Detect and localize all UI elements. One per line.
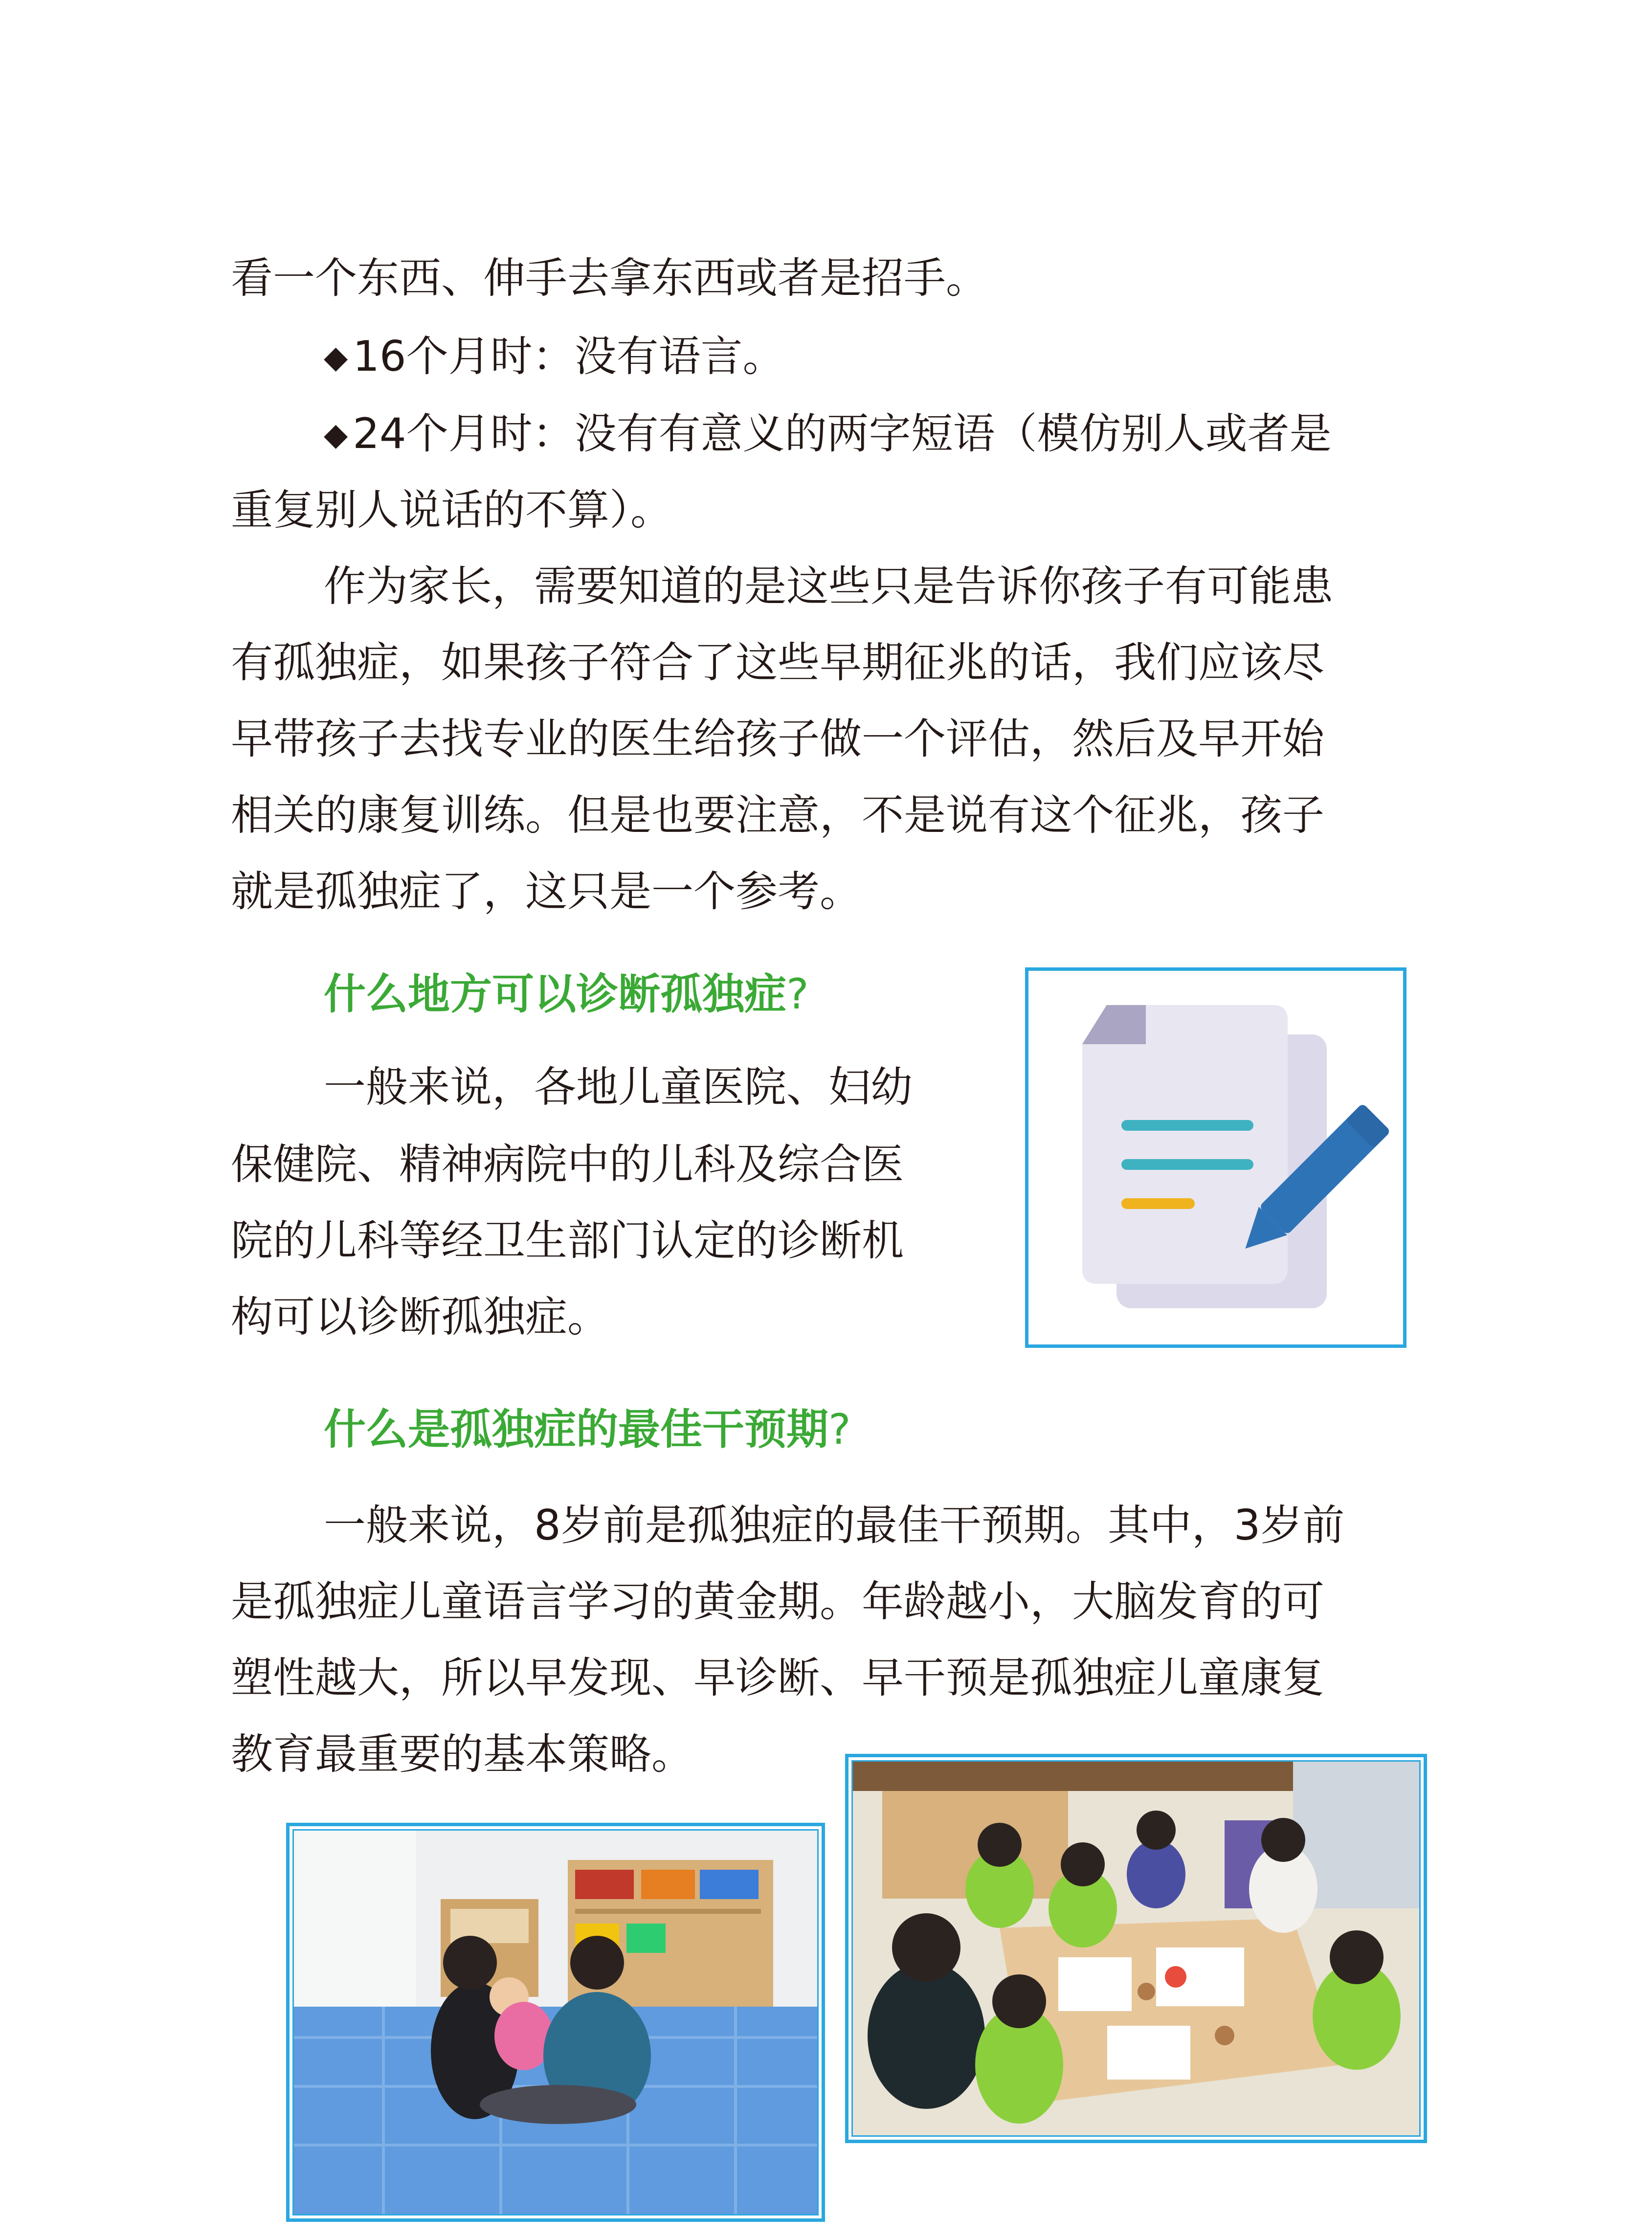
- document-illustration: [1033, 976, 1398, 1340]
- classroom-painting-photo-frame: [845, 1754, 1427, 2143]
- body-text-line: 构可以诊断孤独症。: [231, 1293, 609, 1342]
- body-text-line: 一般来说，各地儿童医院、妇幼: [324, 1063, 913, 1112]
- bullet-text: 16个月时：没有语言。: [353, 332, 785, 381]
- section-heading-diagnosis-place: [324, 970, 809, 1019]
- body-text-line: 看一个东西、伸手去拿东西或者是招手。: [231, 254, 988, 303]
- diamond-bullet-icon: ◆: [324, 417, 348, 453]
- heading-text: 什么是孤独症的最佳干预期: [324, 1405, 828, 1454]
- diamond-bullet-icon: ◆: [324, 339, 348, 376]
- heading-mark: ?: [786, 970, 809, 1019]
- classroom-painting-photo: [851, 1760, 1421, 2137]
- body-text-line: 保健院、精神病院中的儿科及综合医: [231, 1140, 904, 1189]
- body-text-line: 作为家长，需要知道的是这些只是告诉你孩子有可能患: [324, 562, 1333, 611]
- body-text-line: 塑性越大，所以早发现、早诊断、早干预是孤独症儿童康复: [231, 1654, 1324, 1702]
- heading-text: 什么地方可以诊断孤独症: [324, 970, 786, 1019]
- body-text-line: 有孤独症，如果孩子符合了这些早期征兆的话，我们应该尽: [231, 638, 1324, 687]
- bullet-text: 24个月时：没有有意义的两字短语（模仿别人或者是: [353, 409, 1332, 458]
- heading-mark: ?: [828, 1405, 851, 1454]
- body-text-line: 教育最重要的基本策略。: [231, 1730, 693, 1779]
- body-text-line: 相关的康复训练。但是也要注意，不是说有这个征兆，孩子: [231, 791, 1324, 840]
- body-text-line: 是孤独症儿童语言学习的黄金期。年龄越小，大脑发育的可: [231, 1577, 1324, 1626]
- section-heading-intervention-period: [324, 1405, 851, 1454]
- bullet-item-24-months: [324, 409, 1332, 458]
- document-illustration-frame: [1025, 967, 1406, 1348]
- document-pencil-icon: [1033, 976, 1395, 1337]
- body-text-line: 一般来说，8岁前是孤独症的最佳干预期。其中，3岁前: [324, 1501, 1345, 1550]
- body-text-line: 重复别人说话的不算）。: [231, 486, 672, 535]
- therapy-room-photo-frame: [286, 1823, 825, 2222]
- bullet-item-16-months: [324, 332, 785, 381]
- body-text-line: 就是孤独症了，这只是一个参考。: [231, 867, 862, 916]
- body-text-line: 院的儿科等经卫生部门认定的诊断机: [231, 1216, 904, 1265]
- body-text-line: 早带孩子去找专业的医生给孩子做一个评估，然后及早开始: [231, 715, 1324, 763]
- therapy-room-photo: [292, 1829, 819, 2216]
